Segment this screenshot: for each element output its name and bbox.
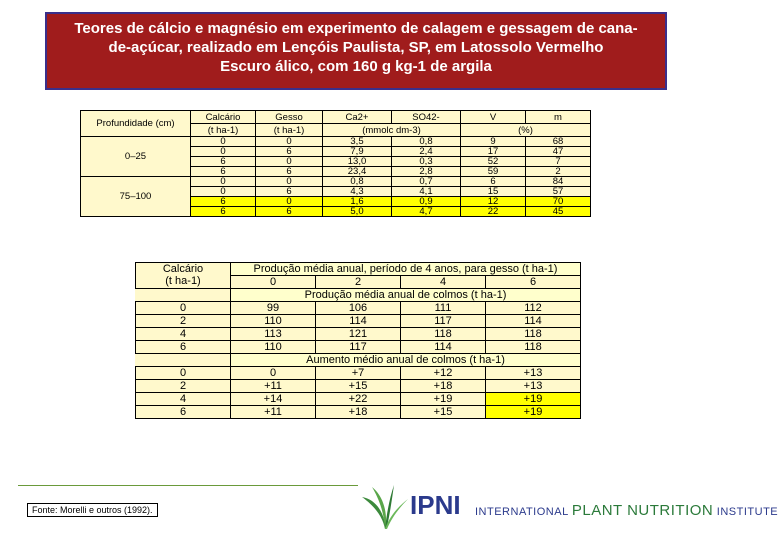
depth-label-0-25: 0–25 [81,137,191,177]
table-cell: 118 [486,328,581,341]
table-cell: 17 [461,147,526,157]
table-cell: 6 [191,207,256,217]
v-m-unit: (%) [461,124,591,137]
table-cell: 111 [401,302,486,315]
table-cell: 6 [256,207,323,217]
table-cell: 0 [136,367,231,380]
table-cell: 110 [231,341,316,354]
soil-analysis-table [80,110,591,217]
table-cell: 2 [526,167,591,177]
v-header: V [461,111,526,124]
table-cell: 6 [136,341,231,354]
title-line-2: de-açúcar, realizado em Lençóis Paulista, SP, em Latossolo Vermelho [108,39,604,56]
ipni-logo [360,478,778,533]
table-cell: 0 [191,147,256,157]
table-row [81,137,591,147]
gesso-level: 0 [231,276,316,289]
table-cell: 113 [231,328,316,341]
table-cell: 6 [191,157,256,167]
source-citation: Fonte: Morelli e outros (1992). [27,503,158,517]
table-cell: 6 [256,147,323,157]
table-cell: 0 [136,302,231,315]
table-cell: 114 [486,315,581,328]
table-row [136,302,581,315]
table-cell: 121 [316,328,401,341]
table-cell: +11 [231,380,316,393]
logo-ipni-text: IPNI [410,490,461,520]
gesso-level: 6 [486,276,581,289]
table-cell: 3,5 [323,137,392,147]
table-cell: 4,1 [392,187,461,197]
table-cell: 5,0 [323,207,392,217]
table-row [136,406,581,419]
table-cell: +15 [401,406,486,419]
table-cell: 110 [231,315,316,328]
plant-leaves-icon [360,483,410,531]
so4-header: SO42- [392,111,461,124]
table-cell: 59 [461,167,526,177]
table-cell: 0,7 [392,177,461,187]
table-cell: 2,4 [392,147,461,157]
table-cell: 12 [461,197,526,207]
table-row [136,341,581,354]
table-cell: +19 [401,393,486,406]
table-cell: +12 [401,367,486,380]
table-cell: +18 [316,406,401,419]
table-cell: 84 [526,177,591,187]
table-row [136,380,581,393]
table-cell: 2 [136,380,231,393]
table-cell: 57 [526,187,591,197]
table-cell: 13,0 [323,157,392,167]
table-cell: 0 [256,197,323,207]
table-cell: +14 [231,393,316,406]
footer-divider [18,485,358,486]
section1-title: Produção média anual de colmos (t ha-1) [231,289,581,302]
calcario-label: Calcário [162,263,204,275]
calcario-column-header [136,263,231,289]
table-cell: 99 [231,302,316,315]
table-cell: +7 [316,367,401,380]
table-cell: 0 [191,187,256,197]
table-row [136,393,581,406]
table-cell: 114 [401,341,486,354]
gesso-unit: (t ha-1) [256,124,323,137]
table-cell: 6 [136,406,231,419]
table-cell: 70 [526,197,591,207]
logo-institute-text: INTERNATIONAL PLANT NUTRITION INSTITUTE [475,502,778,519]
calcario-header: Calcário [191,111,256,124]
table-cell: 0 [256,137,323,147]
table-row [136,328,581,341]
calcario-unit: (t ha-1) [191,124,256,137]
table-cell: 9 [461,137,526,147]
production-header: Produção média anual, período de 4 anos, para gesso (t ha-1) [231,263,581,276]
gesso-level: 2 [316,276,401,289]
calcario-unit: (t ha-1) [165,275,201,287]
table-cell: 117 [316,341,401,354]
depth-label-75-100: 75–100 [81,177,191,217]
table-cell: 2,8 [392,167,461,177]
table-cell: 0,8 [392,137,461,147]
section2-title: Aumento médio anual de colmos (t ha-1) [231,354,581,367]
table-cell: 4,7 [392,207,461,217]
table-cell: 23,4 [323,167,392,177]
table-cell: 15 [461,187,526,197]
table-cell: 0 [191,177,256,187]
table-cell: 6 [256,167,323,177]
table-cell: 114 [316,315,401,328]
ca-so4-unit: (mmolc dm-3) [323,124,461,137]
table-row [136,367,581,380]
profundidade-header: Profundidade (cm) [81,111,191,137]
table-cell: +18 [401,380,486,393]
table-cell: 0 [256,157,323,167]
table-cell: 112 [486,302,581,315]
table-cell: 22 [461,207,526,217]
table-cell: 0 [231,367,316,380]
table-cell: 7 [526,157,591,167]
gesso-header: Gesso [256,111,323,124]
table-cell: 118 [401,328,486,341]
table-cell-highlighted: +19 [486,393,581,406]
table-cell: 68 [526,137,591,147]
table-cell: 0,8 [323,177,392,187]
table-cell: 45 [526,207,591,217]
title-line-1: Teores de cálcio e magnésio em experimento de calagem e gessagem de cana- [74,20,638,37]
title-line-3: Escuro álico, com 160 g kg-1 de argila [220,58,492,75]
table-cell: 6 [461,177,526,187]
spacer-cell [136,354,231,367]
table-cell: 0 [256,177,323,187]
table-row [136,315,581,328]
table-cell: 4 [136,393,231,406]
table-cell: 6 [256,187,323,197]
spacer-cell [136,289,231,302]
table-cell: 118 [486,341,581,354]
table-cell-highlighted: +19 [486,406,581,419]
table-cell: 6 [191,197,256,207]
table-cell: 106 [316,302,401,315]
table-cell: 7,9 [323,147,392,157]
table-cell: 47 [526,147,591,157]
ca-header: Ca2+ [323,111,392,124]
table-cell: +15 [316,380,401,393]
table-cell: 2 [136,315,231,328]
table-cell: 52 [461,157,526,167]
slide-title [45,12,667,90]
table-cell: +13 [486,367,581,380]
table-cell: 1,6 [323,197,392,207]
table-cell: 4,3 [323,187,392,197]
table-cell: +11 [231,406,316,419]
table-cell: 117 [401,315,486,328]
table-cell: 0,9 [392,197,461,207]
production-table [135,262,581,419]
gesso-level: 4 [401,276,486,289]
table-cell: +22 [316,393,401,406]
table-cell: +13 [486,380,581,393]
m-header: m [526,111,591,124]
table-row [81,177,591,187]
table-cell: 0 [191,137,256,147]
table-cell: 4 [136,328,231,341]
table-cell: 6 [191,167,256,177]
table-cell: 0,3 [392,157,461,167]
